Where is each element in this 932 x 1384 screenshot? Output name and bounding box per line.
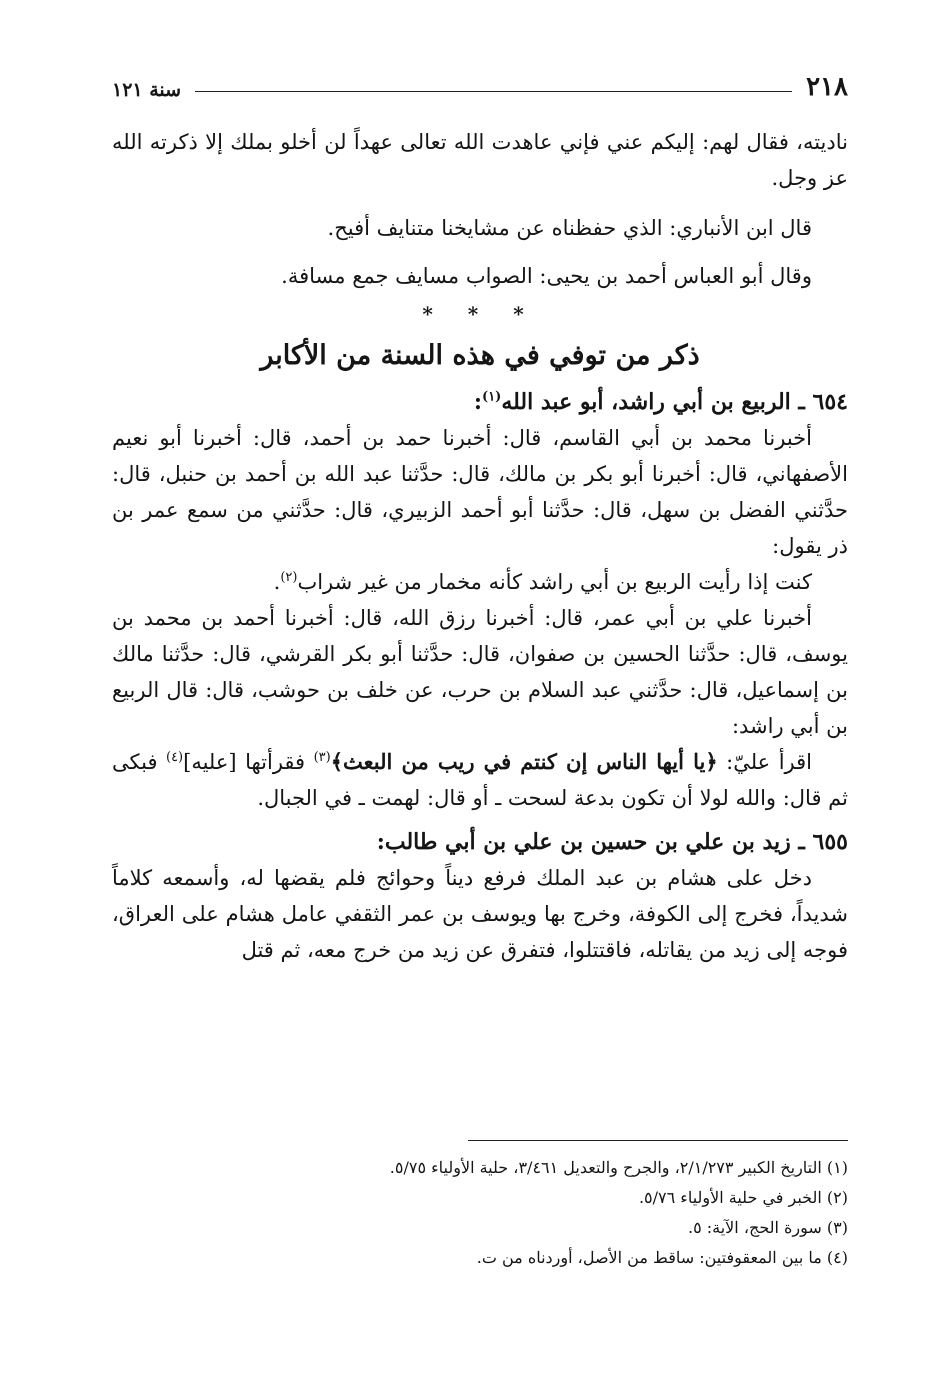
footnote-rule (468, 1140, 848, 1141)
entry-heading-654-text: ٦٥٤ ـ الربيع بن أبي راشد، أبو عبد الله (501, 389, 848, 415)
paragraph-continuation: ناديته، فقال لهم: إليكم عني فإني عاهدت الله تعالى عهداً لن أخلو بملك إلا ذكرته الله عز وجل. (112, 130, 848, 190)
page-number: ٢١٨ (806, 72, 848, 102)
page-header (112, 60, 848, 100)
paragraph-ibn-al-anbari: قال ابن الأنباري: الذي حفظناه عن مشايخنا متنايف أفيح. (327, 216, 812, 240)
entry-heading-655: ٦٥٥ ـ زيد بن علي بن حسين بن علي بن أبي طالب: (376, 829, 848, 855)
footnote-1: (١) التاريخ الكبير ٢/١/٢٧٣، والجرح والتعديل ٣/٤٦١، حلية الأولياء ٥/٧٥. (389, 1158, 848, 1177)
quran-verse: ﴿يا أيها الناس إن كنتم في ريب من البعث﴾ (330, 749, 718, 774)
report-1-end: . (273, 570, 281, 594)
section-title: ذكر من توفي في هذه السنة من الأكابر (260, 340, 700, 371)
paragraph-isnad-1: أخبرنا محمد بن أبي القاسم، قال: أخبرنا حمد بن أحمد، قال: أخبرنا أبو نعيم الأصفهاني، قال: أخبرنا أبو بكر بن مالك، قال: حدَّثنا عبد الله بن أحمد بن حنبل، قال: حدَّثني الفضل بن سهل، قال: حدَّثنا أبو أحمد الزبيري، قال: حدَّثني من سمع عمر بن ذر يقول: (112, 426, 848, 558)
paragraph-report-1 (112, 564, 848, 600)
report-2-start: اقرأ عليّ: (717, 750, 812, 774)
paragraph-zayd: دخل على هشام بن عبد الملك فرفع ديناً وحوائج فلم يقضها له، وأسمعه كلاماً شديداً، فخرج إلى الكوفة، وخرج بها ويوسف بن عمر الثقفي عامل هشام على العراق، فوجه إلى زيد من يقاتله، فاقتتلوا، فتفرق عن زيد من خرج معه، ثم قتل (112, 866, 848, 962)
paragraph-report-2 (112, 744, 848, 816)
footnote-4: (٤) ما بين المعقوفتين: ساقط من الأصل، أوردناه من ت. (476, 1248, 848, 1267)
footnote-ref-1: (١) (482, 389, 502, 405)
section-separator: * * * (422, 302, 538, 326)
entry-heading-654 (112, 384, 848, 420)
header-rule (195, 91, 792, 92)
paragraph-isnad-2: أخبرنا علي بن أبي عمر، قال: أخبرنا رزق الله، قال: أخبرنا أحمد بن محمد بن يوسف، قال: حدَّثنا الحسين بن صفوان، قال: حدَّثنا أبو بكر القرشي، قال: حدَّثنا مالك بن إسماعيل، قال: حدَّثني عبد السلام بن حرب، عن خلف بن حوشب، قال: قال الربيع بن أبي راشد: (112, 606, 848, 738)
footnote-ref-2: (٢) (280, 570, 298, 585)
running-head: سنة ١٢١ (112, 79, 182, 101)
footnote-2: (٢) الخبر في حلية الأولياء ٥/٧٦. (638, 1188, 848, 1207)
report-2-mid: فقرأتها [عليه] (183, 750, 314, 774)
report-1-text: كنت إذا رأيت الربيع بن أبي راشد كأنه مخمار من غير شراب (297, 570, 812, 594)
main-text (112, 124, 848, 968)
footnote-ref-3: (٣) (313, 750, 331, 765)
report-2-end: فبكى ثم قال: والله لولا أن تكون بدعة لسحت ـ أو قال: لهمت ـ في الجبال. (112, 750, 848, 810)
entry-heading-654-colon: : (473, 389, 483, 415)
footnote-3: (٣) سورة الحج، الآية: ٥. (687, 1218, 848, 1237)
footnotes (112, 1140, 848, 1273)
footnote-ref-4: (٤) (165, 750, 184, 765)
paragraph-abu-al-abbas: وقال أبو العباس أحمد بن يحيى: الصواب مسايف جمع مسافة. (281, 264, 812, 288)
